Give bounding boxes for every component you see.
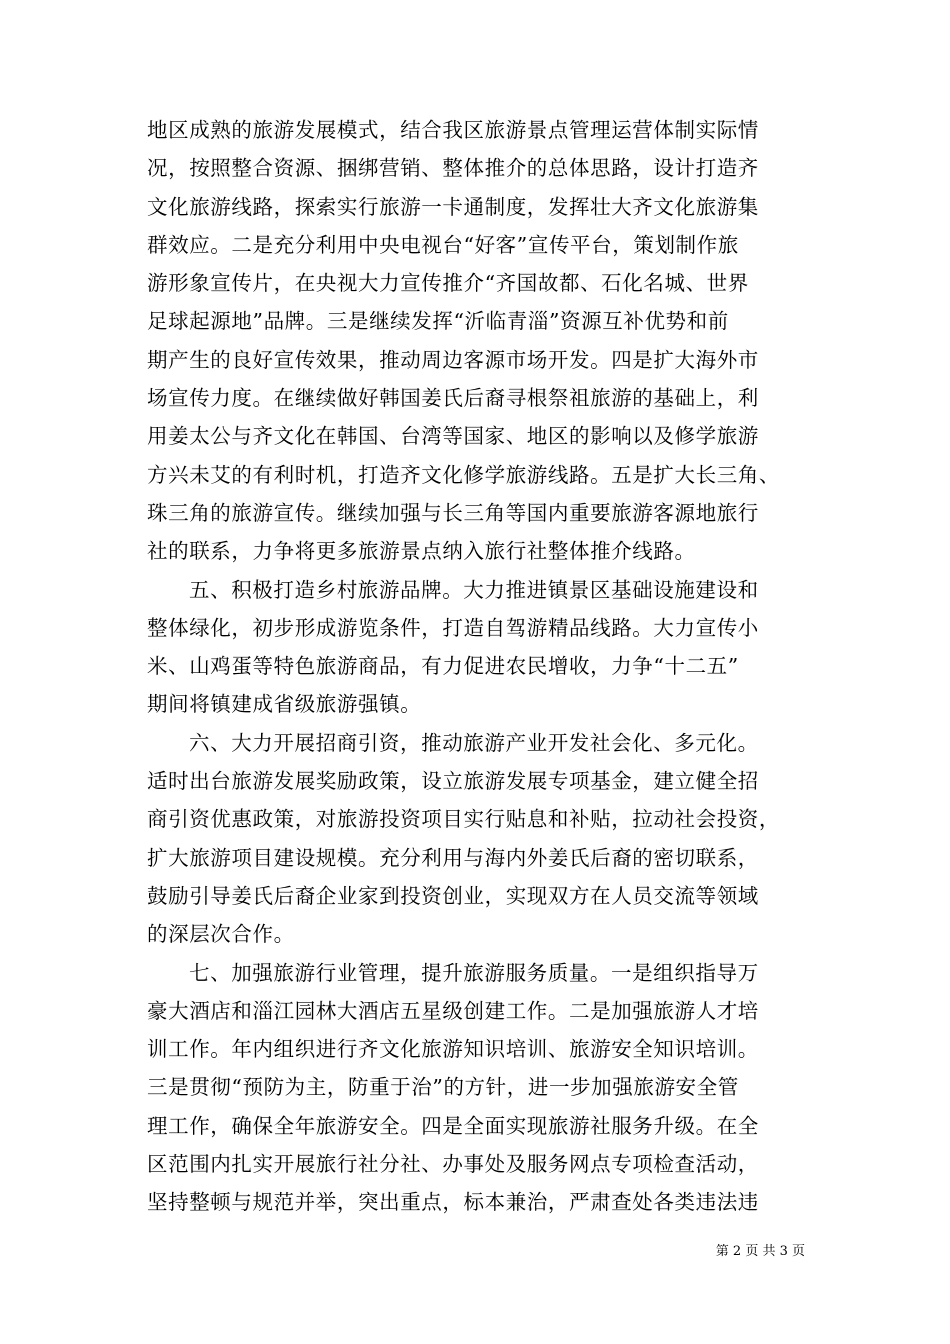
text-line: 训工作。年内组织进行齐文化旅游知识培训、旅游安全知识培训。 xyxy=(147,1037,759,1062)
text-line: 珠三角的旅游宣传。继续加强与长三角等国内重要旅游客源地旅行 xyxy=(147,500,759,525)
text-line: 群效应。二是充分利用中央电视台“好客”宣传平台，策划制作旅 xyxy=(147,232,739,257)
text-line: 扩大旅游项目建设规模。充分利用与海内外姜氏后裔的密切联系， xyxy=(147,845,759,870)
text-line: 场宣传力度。在继续做好韩国姜氏后裔寻根祭祖旅游的基础上，利 xyxy=(147,386,759,411)
text-line: 适时出台旅游发展奖励政策，设立旅游发展专项基金，建立健全招 xyxy=(147,769,759,794)
text-line: 期间将镇建成省级旅游强镇。 xyxy=(147,692,422,717)
page-number: 第 2 页 共 3 页 xyxy=(715,1244,805,1259)
text-line: 文化旅游线路，探索实行旅游一卡通制度，发挥壮大齐文化旅游集 xyxy=(147,194,759,219)
text-line: 地区成熟的旅游发展模式，结合我区旅游景点管理运营体制实际情 xyxy=(147,118,759,142)
body-text xyxy=(147,111,807,1222)
paragraph-first-line: 五、积极打造乡村旅游品牌。大力推进镇景区基础设施建设和 xyxy=(189,577,759,602)
text-line: 商引资优惠政策，对旅游投资项目实行贴息和补贴，拉动社会投资， xyxy=(147,807,780,832)
paragraph-first-line: 七、加强旅游行业管理，提升旅游服务质量。一是组织指导万 xyxy=(189,960,759,985)
text-line: 的深层次合作。 xyxy=(147,922,295,947)
text-line: 方兴未艾的有利时机，打造齐文化修学旅游线路。五是扩大长三角、 xyxy=(147,462,780,487)
text-line: 社的联系，力争将更多旅游景点纳入旅行社整体推介线路。 xyxy=(147,539,696,564)
text-line: 理工作，确保全年旅游安全。四是全面实现旅游社服务升级。在全 xyxy=(147,1113,759,1138)
text-line: 鼓励引导姜氏后裔企业家到投资创业，实现双方在人员交流等领域 xyxy=(147,883,759,908)
text-line: 整体绿化，初步形成游览条件，打造自驾游精品线路。大力宣传小 xyxy=(147,615,759,640)
text-line: 米、山鸡蛋等特色旅游商品，有力促进农民增收，力争“十二五” xyxy=(147,654,739,679)
text-line: 用姜太公与齐文化在韩国、台湾等国家、地区的影响以及修学旅游 xyxy=(147,424,759,449)
paragraph-first-line: 六、大力开展招商引资，推动旅游产业开发社会化、多元化。 xyxy=(189,730,759,755)
text-line: 足球起源地”品牌。三是继续发挥“沂临青淄”资源互补优势和前 xyxy=(147,309,729,334)
text-line: 区范围内扎实开展旅行社分社、办事处及服务网点专项检查活动， xyxy=(147,1152,759,1177)
text-line: 三是贯彻“预防为主，防重于治”的方针，进一步加强旅游安全管 xyxy=(147,1075,739,1100)
text-line: 况，按照整合资源、捆绑营销、整体推介的总体思路，设计打造齐 xyxy=(147,156,759,181)
text-line: 坚持整顿与规范并举，突出重点，标本兼治，严肃查处各类违法违 xyxy=(147,1190,759,1215)
text-line: 期产生的良好宣传效果，推动周边客源市场开发。四是扩大海外市 xyxy=(147,347,759,372)
text-line: 豪大酒店和淄江园林大酒店五星级创建工作。二是加强旅游人才培 xyxy=(147,998,759,1023)
text-line: 游形象宣传片，在央视大力宣传推介“齐国故都、石化名城、世界 xyxy=(147,271,749,296)
